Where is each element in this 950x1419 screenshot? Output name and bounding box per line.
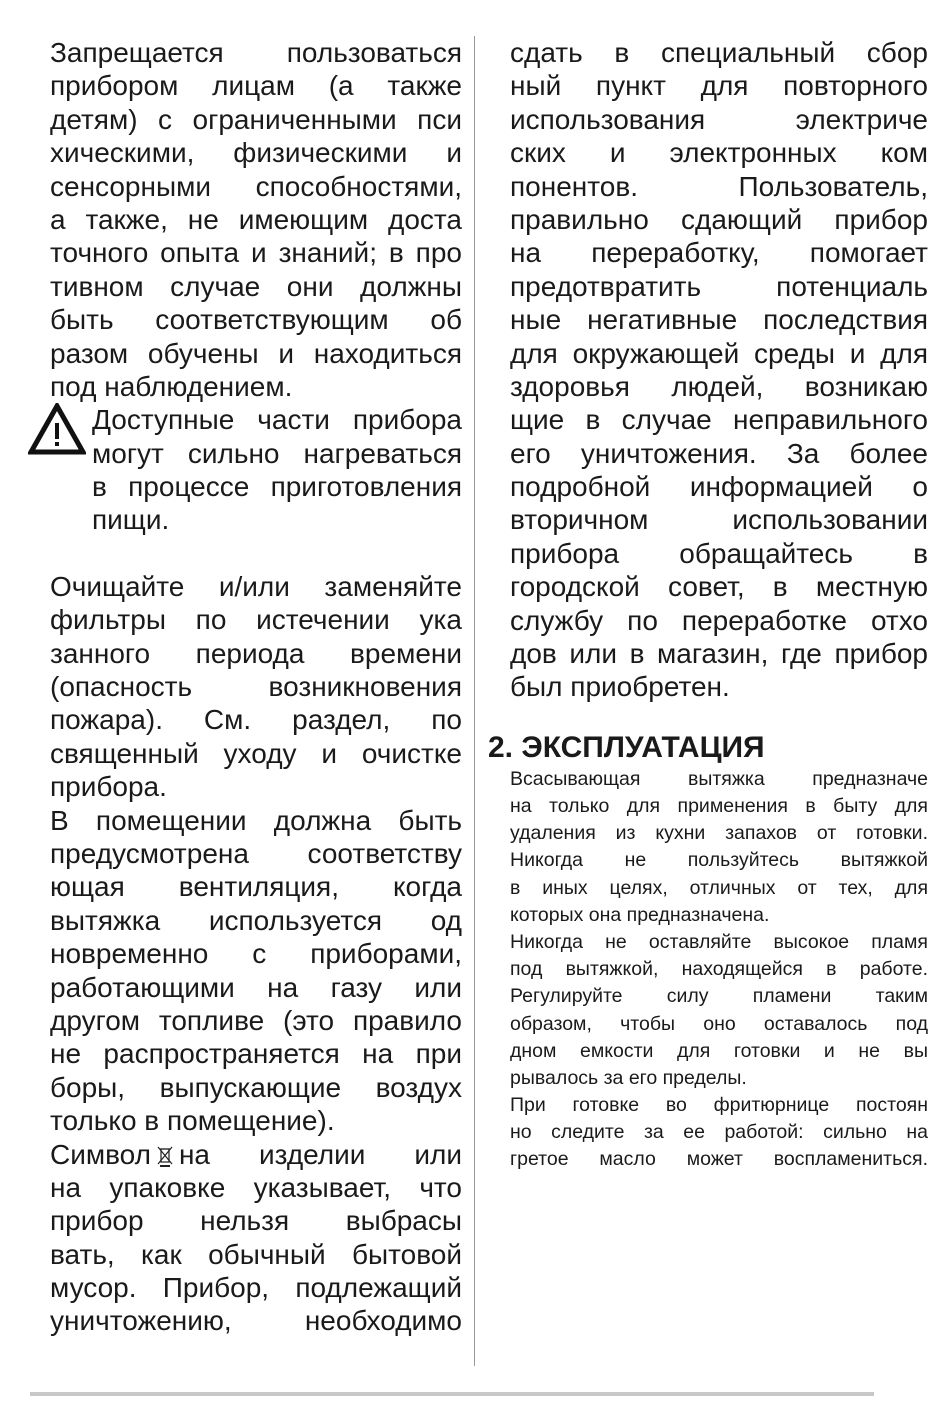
text-line: сенсорными способностями, [50, 170, 462, 202]
text-line: разом обучены и находиться [50, 337, 462, 369]
text-line: понентов. Пользователь, [510, 170, 928, 202]
text-line: ный пункт для повторного [510, 70, 928, 102]
text-fragment: на изделии или [178, 1138, 462, 1170]
para-ventilation [50, 804, 462, 1138]
text-line: вать, как обычный бытовой [50, 1238, 462, 1270]
text-line: в иных целях, отличных от тех, для [510, 876, 928, 899]
text-line: в процессе приготовления [92, 471, 462, 503]
text-line: прибор нельзя выбрасы [50, 1205, 462, 1237]
text-line: под вытяжкой, находящейся в работе. [510, 958, 928, 981]
text-line: ные негативные последствия [510, 304, 928, 336]
text-line: здоровья людей, возникаю [510, 370, 928, 402]
text-fragment: Символ [50, 1138, 151, 1170]
text-line: ских и электронных ком [510, 137, 928, 169]
text-line: Никогда не оставляйте высокое пламя [510, 930, 928, 953]
text-line: был приобретен. [510, 671, 730, 703]
text-line: Доступные части прибора [92, 404, 462, 436]
para-flame [510, 929, 928, 1092]
para-recycling [488, 36, 928, 704]
text-line: рывалось за его пределы. [510, 1066, 747, 1089]
text-line: дов или в магазин, где прибор [510, 638, 928, 670]
text-line: предотвратить потенциаль [510, 270, 928, 302]
para-user-restrictions [50, 36, 462, 403]
text-line: предусмотрена соответству [50, 837, 462, 869]
text-line: пищи. [92, 504, 170, 536]
warning-notice [50, 403, 462, 537]
text-line: сдать в специальный сбор [510, 37, 928, 68]
text-line: дном емкости для готовки и не вы [510, 1039, 928, 1062]
text-line: пожара). См. раздел, по [50, 704, 462, 736]
right-column [488, 36, 928, 1174]
text-line: священный уходу и очистке [50, 737, 462, 769]
text-line: работающими на газу или [50, 971, 462, 1003]
text-line: прибором лицам (а также [50, 70, 462, 102]
text-line: под наблюдением. [50, 370, 293, 402]
text-line: удаления из кухни запахов от готовки. [510, 822, 928, 845]
text-line: точного опыта и знаний; в про [50, 237, 462, 269]
para-intended-use [510, 766, 928, 929]
text-line: службу по переработке отхо [510, 604, 928, 636]
text-line: Всасывающая вытяжка предназначе [510, 767, 928, 790]
text-line: подробной информацией о [510, 471, 928, 503]
text-line: хическими, физическими и [50, 137, 462, 169]
text-line: мусор. Прибор, подлежащий [50, 1272, 462, 1304]
text-line: Запрещается пользоваться [50, 37, 462, 68]
text-line: на упаковке указывает, что [50, 1171, 462, 1203]
text-line: гретое масло может воспламениться. [510, 1148, 928, 1171]
text-line: не распространяется на при [50, 1038, 462, 1070]
para-disposal-symbol [50, 1138, 462, 1338]
para-filters [50, 570, 462, 804]
text-line: использования электриче [510, 103, 928, 135]
text-line: образом, чтобы оно оставалось под [510, 1012, 928, 1035]
text-line: В помещении должна быть [50, 804, 462, 836]
text-line: правильно сдающий прибор [510, 203, 928, 235]
text-line [50, 1138, 462, 1171]
text-line: новременно с приборами, [50, 938, 462, 970]
text-line: ющая вентиляция, когда [50, 871, 462, 903]
text-line: его уничтожения. За более [510, 437, 928, 469]
text-line: детям) с ограниченными пси [50, 103, 462, 135]
left-column [50, 36, 462, 1338]
text-line: Регулируйте силу пламени таким [510, 985, 928, 1008]
para-fryer [510, 1092, 928, 1174]
text-line: тивном случае они должны [50, 270, 462, 302]
text-line: городской совет, в местную [510, 571, 928, 603]
text-line: фильтры по истечении ука [50, 604, 462, 636]
text-line: вытяжка используется од [50, 904, 462, 936]
text-line: Очищайте и/или заменяйте [50, 570, 462, 602]
text-line: боры, выпускающие воздух [50, 1071, 462, 1103]
text-line: а также, не имеющим доста [50, 203, 462, 235]
text-line: на только для применения в быту для [510, 795, 928, 817]
text-line: вторичном использовании [510, 504, 928, 536]
text-line: которых она предназначена. [510, 903, 770, 926]
text-line: прибора. [50, 771, 167, 803]
text-line: уничтожению, необходимо [50, 1305, 462, 1337]
text-line: на переработку, помогает [510, 237, 928, 269]
column-divider [474, 36, 475, 1366]
text-line: При готовке во фритюрнице постоян [510, 1094, 928, 1117]
text-line: могут сильно нагреваться [92, 437, 462, 469]
footer-rule [30, 1392, 874, 1396]
text-line: (опасность возникновения [50, 671, 462, 703]
crossed-bin-icon [157, 1145, 173, 1167]
text-line: но следите за ее работой: сильно на [510, 1121, 928, 1144]
text-line: Никогда не пользуйтесь вытяжкой [510, 849, 928, 872]
text-line: занного периода времени [50, 637, 462, 669]
section-heading: 2. ЭКСПЛУАТАЦИЯ [488, 730, 765, 764]
text-line: прибора обращайтесь в [510, 537, 928, 569]
warning-triangle-icon [28, 403, 86, 455]
text-line: другом топливе (это правило [50, 1004, 462, 1036]
text-line: щие в случае неправильного [510, 404, 928, 436]
text-line: только в помещение). [50, 1105, 335, 1137]
usage-instructions [488, 766, 928, 1174]
text-line: быть соответствующим об [50, 304, 462, 336]
text-line: для окружающей среды и для [510, 337, 928, 369]
